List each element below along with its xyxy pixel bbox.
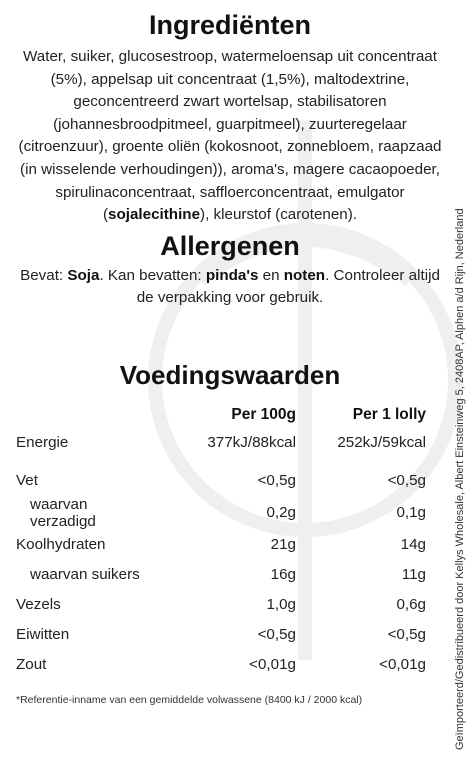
row-per100: <0,01g <box>249 656 296 674</box>
table-row <box>16 620 426 650</box>
row-perlolly: 252kJ/59kcal <box>337 434 426 452</box>
row-perlolly: 0,6g <box>396 596 426 614</box>
row-per100: 0,2g <box>266 504 296 522</box>
product-label <box>14 8 446 706</box>
nutrition-table <box>16 404 426 680</box>
row-perlolly: <0,01g <box>379 656 426 674</box>
nutrition-header-blank <box>16 404 146 426</box>
row-per100: 21g <box>270 536 296 554</box>
table-row <box>16 426 426 460</box>
ingredients-title: Ingrediënten <box>148 10 311 40</box>
row-name: Vet <box>16 472 38 490</box>
table-row <box>16 496 426 530</box>
header-per-lolly: Per 1 lolly <box>352 405 426 423</box>
allergens-contains-label: Bevat: <box>20 266 68 284</box>
allergens-may-contain-1: pinda's <box>205 266 259 284</box>
table-row <box>16 560 426 590</box>
table-row <box>16 650 426 680</box>
ingredients-text <box>14 46 446 227</box>
allergens-and: en <box>258 266 284 284</box>
row-name: Koolhydraten <box>16 536 106 554</box>
table-row <box>16 590 426 620</box>
header-per-100g: Per 100g <box>231 405 296 423</box>
row-perlolly: 14g <box>400 536 426 554</box>
allergens-note: . Controleer altijd de verpakking voor gebruik. <box>136 266 440 307</box>
row-name: waarvan suikers <box>30 566 140 584</box>
table-row <box>16 530 426 560</box>
table-row <box>16 460 426 496</box>
row-perlolly: <0,5g <box>387 626 426 644</box>
allergens-may-contain-2: noten <box>283 266 326 284</box>
nutrition-header-row <box>16 404 426 426</box>
row-per100: 377kJ/88kcal <box>207 434 296 452</box>
reference-footnote: *Referentie-inname van een gemiddelde volwassene (8400 kJ / 2000 kcal) <box>16 693 363 706</box>
row-per100: <0,5g <box>257 472 296 490</box>
allergens-title: Allergenen <box>160 230 300 261</box>
row-name: Energie <box>16 434 69 452</box>
row-perlolly: 11g <box>401 566 426 584</box>
allergens-text <box>14 265 446 310</box>
row-per100: 16g <box>270 566 296 584</box>
ingredients-bold-allergen: sojalecithine <box>108 206 201 224</box>
row-per100: <0,5g <box>257 626 296 644</box>
allergens-contains-value: Soja <box>67 266 100 284</box>
row-perlolly: <0,5g <box>387 472 426 490</box>
row-per100: 1,0g <box>266 596 296 614</box>
ingredients-text-part1: Water, suiker, glucosestroop, watermeloensap uit concentraat (5%), appelsap uit concentraat (1,5%), maltodextrine, geconcentreerd zwart wortelsap, stabilisatoren (johannesbroodpitmeel, guarpitmeel), zuurteregelaar (citroenzuur), groente oliën (kokosnoot, zonnebloem, raapzaad (in wisselende verhoudingen)), aroma's, magere cacaopoeder, spirulinaconcentraat, saffloerconcentraat, emulgator ( <box>18 48 442 224</box>
row-name: Eiwitten <box>16 626 70 644</box>
allergens-may-contain-label: . Kan bevatten: <box>99 266 206 284</box>
row-name: waarvan verzadigd <box>30 495 96 530</box>
importer-side-text: Geïmporteerd/Gedistribueerd door Kellys Wholesale, Albert Einsteinweg 5, 2408AP, Alphen a/d Rijn, Nederland <box>454 208 466 750</box>
row-name: Vezels <box>16 596 61 614</box>
row-perlolly: 0,1g <box>396 504 426 522</box>
nutrition-title: Voedingswaarden <box>119 359 341 390</box>
row-name: Zout <box>16 656 47 674</box>
ingredients-text-part2: ), kleurstof (carotenen). <box>200 206 358 224</box>
